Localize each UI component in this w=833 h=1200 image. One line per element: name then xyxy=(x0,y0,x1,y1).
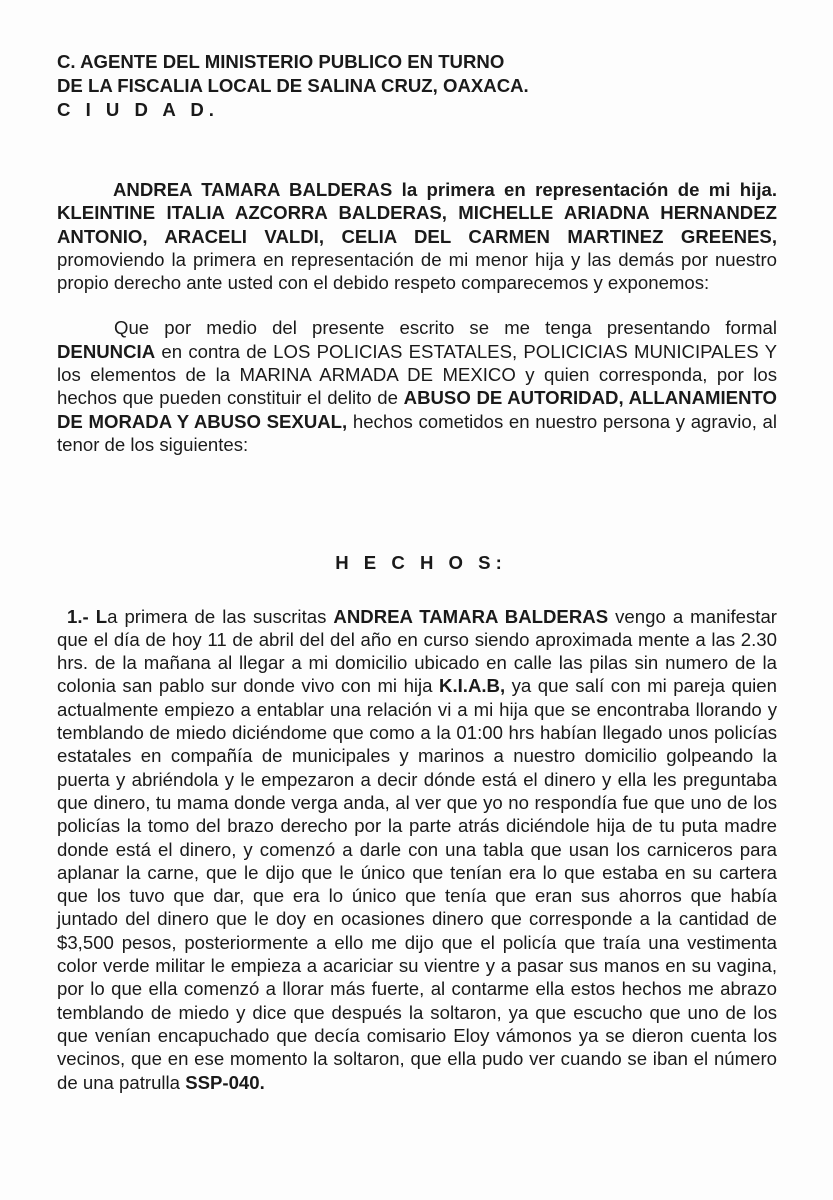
addressee-line-1: C. AGENTE DEL MINISTERIO PUBLICO EN TURNO xyxy=(57,51,505,72)
fact-1-paragraph xyxy=(57,605,777,1094)
fact-1-text-1: a primera de las suscritas xyxy=(107,605,334,627)
intro-text: promoviendo la primera en representación de mi menor hija y las demás por nuestro propio derecho ante usted con el debido respeto comparecemos y exponemos: xyxy=(57,248,777,294)
complainant-names: ANDREA TAMARA BALDERAS la primera en representación de mi hija. KLEINTINE ITALIA AZCORRA BALDERAS, MICHELLE ARIADNA HERNANDEZ ANTONIO, ARACELI VALDI, CELIA DEL CARMEN MARTINEZ GREENES, xyxy=(57,179,777,247)
document-body xyxy=(57,50,777,1094)
fact-1-text-3: ya que salí con mi pareja quien actualmente empiezo a entablar una relación vi a mi hija que se encontraba llorando y temblando de miedo diciéndome que como a la 01:00 hrs habían llegado unos policías estatales en compañía de municipales y marinos a nuestro domicilio golpeando la puerta y abriéndola y le empezaron a decir dónde está el dinero y ella les preguntaba que dinero, tu mama donde verga anda, al ver que yo no respondía fue que uno de los policías la tomo del brazo derecho por la parte atrás diciéndole hija de tu puta madre donde está el dinero, y comenzó a darle con una tabla que usan los carniceros para aplanar la carne, que le dijo que le único que tenían era lo que estaba en su cartera que los tuvo que dar, que era lo único que tenía que eran sus ahorros que había juntado del dinero que le doy en ocasiones dinero que corresponde a la cantidad de $3,500 pesos, posteriormente a ello me dijo que el policía que traía una vestimenta color verde militar le empieza a acariciar su vientre y a pasar sus manos en su vagina, por lo que ella comenzó a llorar más fuerte, al contarme ella estos hechos me abrazo temblando de miedo y dice que después la soltaron, ya que escucho que uno de los que venían encapuchado que decía comisario Eloy vámonos ya se dieron cuenta los vecinos, que en ese momento la soltaron, que ella pudo ver cuando se iban el número de una patrulla xyxy=(57,675,777,1093)
fact-1-name: ANDREA TAMARA BALDERAS xyxy=(333,605,609,627)
complaint-paragraph xyxy=(57,316,777,456)
fact-1-patrol-number: SSP-040. xyxy=(185,1071,265,1093)
addressee-line-2: DE LA FISCALIA LOCAL DE SALINA CRUZ, OAXACA. xyxy=(57,75,529,96)
complaint-keyword: DENUNCIA xyxy=(57,340,156,362)
addressee-block xyxy=(57,50,777,122)
complaint-offenses: ABUSO DE AUTORIDAD, ALLANAMIENTO DE MORADA Y ABUSO SEXUAL, xyxy=(57,387,777,432)
complaint-text-2: en contra de LOS POLICIAS ESTATALES, POLICICIAS MUNICIPALES Y los elementos de la MARINA ARMADA DE MEXICO y quien corresponda, por los hechos que pueden constituir el delito de xyxy=(57,340,777,409)
complaint-text-3: hechos cometidos en nuestro persona y agravio, al tenor de los siguientes: xyxy=(57,410,777,455)
complaint-text-1: Que por medio del presente escrito se me tenga presentando formal xyxy=(114,317,777,339)
fact-1-text-2: vengo a manifestar que el día de hoy 11 de abril del del año en curso siendo aproximada mente a las 2.30 hrs. de la mañana al llegar a mi domicilio ubicado en calle las pilas sin numero de la colonia san pablo sur donde vivo con mi hija xyxy=(57,605,777,697)
facts-heading: H E C H O S: xyxy=(335,552,507,574)
fact-1-number: 1.- L xyxy=(67,605,108,627)
addressee-line-3: C I U D A D. xyxy=(57,99,219,120)
fact-1-initials: K.I.A.B, xyxy=(439,675,506,697)
intro-paragraph xyxy=(57,178,777,294)
